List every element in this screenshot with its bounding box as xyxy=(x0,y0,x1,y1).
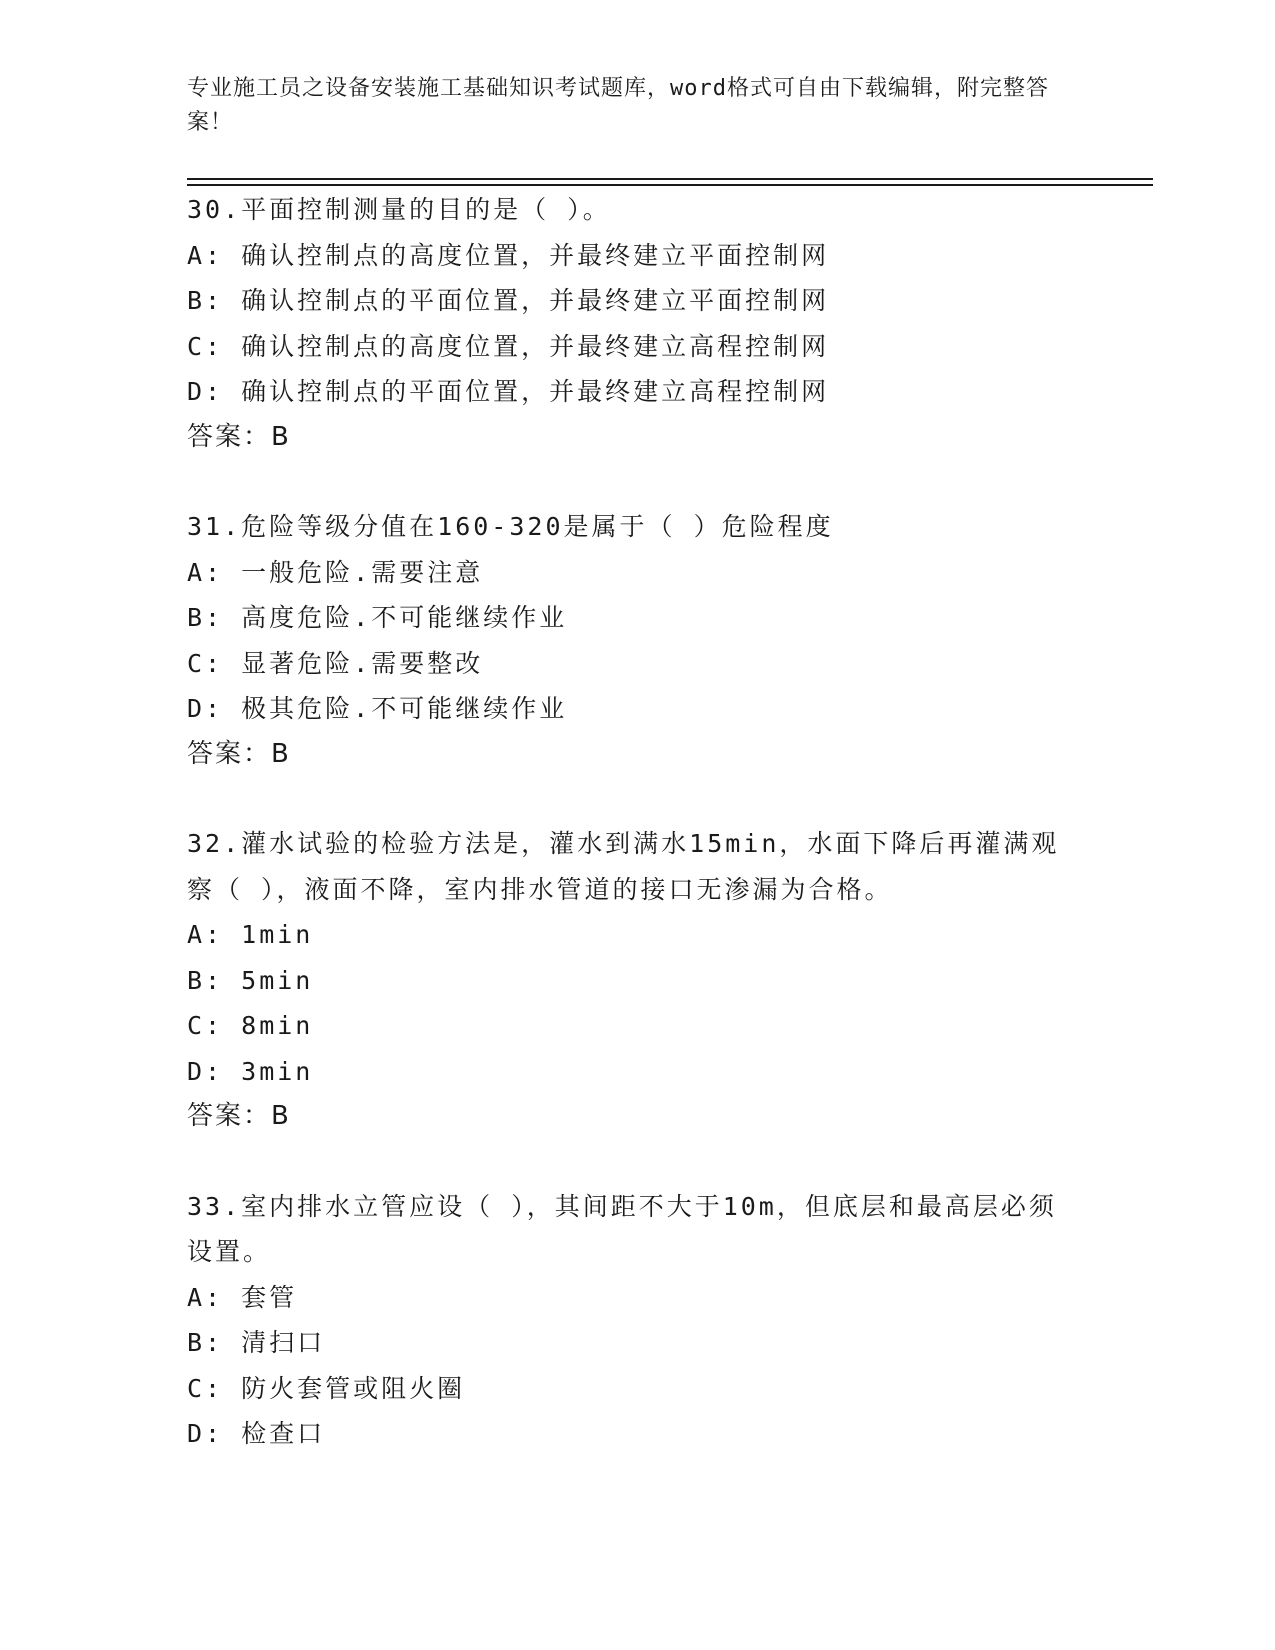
question-32 xyxy=(187,821,1087,1140)
option-a: A: 确认控制点的高度位置，并最终建立平面控制网 xyxy=(187,240,830,270)
header-divider-top xyxy=(187,178,1153,180)
option-a: A: 套管 xyxy=(187,1282,298,1312)
header-divider-bottom xyxy=(187,184,1153,186)
option-c: C: 显著危险.需要整改 xyxy=(187,648,484,678)
option-a: A: 一般危险.需要注意 xyxy=(187,557,484,587)
question-text: 33.室内排水立管应设（ ），其间距不大于10m，但底层和最高层必须设置。 xyxy=(187,1191,1057,1266)
option-a: A: 1min xyxy=(187,920,314,949)
option-d: D: 确认控制点的平面位置，并最终建立高程控制网 xyxy=(187,377,830,406)
option-b: B: 确认控制点的平面位置，并最终建立平面控制网 xyxy=(187,286,830,315)
option-d: D: 检查口 xyxy=(187,1419,326,1448)
option-b: B: 清扫口 xyxy=(187,1328,326,1357)
document-header: 专业施工员之设备安装施工基础知识考试题库，word格式可自由下载编辑，附完整答案！ xyxy=(187,76,1049,135)
answer: 答案：B xyxy=(187,738,291,769)
question-33 xyxy=(187,1184,1087,1457)
answer: 答案：B xyxy=(187,421,291,452)
question-text: 30.平面控制测量的目的是（ ）。 xyxy=(187,195,611,224)
question-list xyxy=(187,187,1087,1457)
option-b: B: 5min xyxy=(187,965,314,995)
question-30 xyxy=(187,187,1087,460)
option-b: B: 高度危险.不可能继续作业 xyxy=(187,603,568,632)
question-31 xyxy=(187,504,1087,777)
answer: 答案：B xyxy=(187,1101,291,1131)
option-c: C: 8min xyxy=(187,1011,314,1040)
option-c: C: 防火套管或阻火圈 xyxy=(187,1373,466,1403)
question-text: 31.危险等级分值在160-320是属于（ ）危险程度 xyxy=(187,512,834,541)
question-text: 32.灌水试验的检验方法是，灌水到满水15min，水面下降后再灌满观察（ ），液面不降，室内排水管道的接口无渗漏为合格。 xyxy=(187,829,1060,904)
option-d: D: 极其危险.不可能继续作业 xyxy=(187,694,568,723)
option-d: D: 3min xyxy=(187,1056,314,1086)
option-c: C: 确认控制点的高度位置，并最终建立高程控制网 xyxy=(187,331,830,361)
